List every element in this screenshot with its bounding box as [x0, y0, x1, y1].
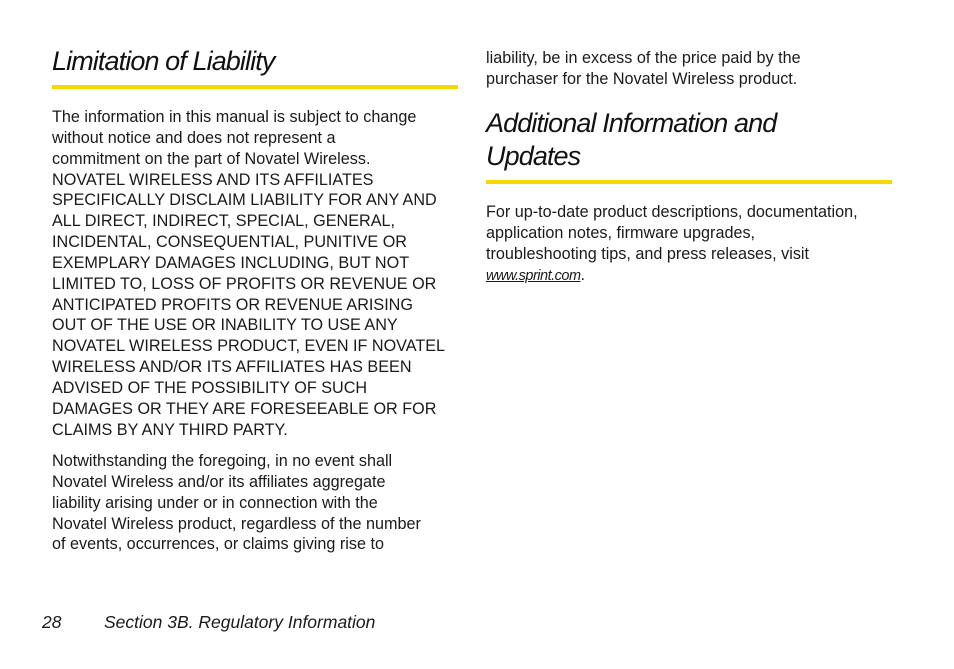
text-line: DAMAGES OR THEY ARE FORESEEABLE OR FOR [52, 399, 437, 418]
section-title: Section 3B. Regulatory Information [104, 612, 376, 632]
text-line: ANTICIPATED PROFITS OR REVENUE ARISING [52, 295, 413, 314]
text-line: commitment on the part of Novatel Wireless. [52, 149, 371, 168]
text-line: The information in this manual is subject to change [52, 108, 417, 126]
text-line: WIRELESS AND/OR ITS AFFILIATES HAS BEEN [52, 358, 412, 377]
text-line: NOVATEL WIRELESS PRODUCT, EVEN IF NOVATEL [52, 337, 446, 356]
heading-rule [486, 180, 892, 184]
additional-info-heading [486, 107, 776, 173]
text-line: purchaser for the Novatel Wireless product. [486, 69, 798, 88]
sprint-website-link[interactable]: www.sprint.com [486, 267, 581, 284]
link-suffix: . [580, 265, 586, 284]
text-line: liability arising under or in connection with the [52, 493, 378, 512]
liability-paragraph-2 [52, 451, 472, 555]
text-line: SPECIFICALLY DISCLAIM LIABILITY FOR ANY AND [52, 191, 437, 210]
text-line: of events, occurrences, or claims giving rise to [52, 535, 384, 554]
text-line: troubleshooting tips, and press releases, visit [486, 244, 810, 263]
heading-rule [52, 85, 458, 89]
text-line: liability, be in excess of the price paid by the [486, 49, 801, 67]
text-line: For up-to-date product descriptions, documentation, [486, 203, 858, 221]
text-line: Novatel Wireless product, regardless of the number [52, 514, 421, 533]
page-footer [42, 611, 375, 633]
page-number: 28 [42, 612, 62, 632]
text-line: application notes, firmware upgrades, [486, 223, 756, 242]
liability-paragraph-1 [52, 107, 472, 441]
text-line: NOVATEL WIRELESS AND ITS AFFILIATES [52, 170, 374, 189]
heading-line: Updates [486, 141, 581, 171]
updates-paragraph [486, 202, 906, 286]
limitation-heading: Limitation of Liability [52, 46, 275, 76]
text-line: ADVISED OF THE POSSIBILITY OF SUCH [52, 378, 368, 397]
liability-continuation [486, 48, 906, 90]
text-line [486, 265, 906, 287]
text-line: OUT OF THE USE OR INABILITY TO USE ANY [52, 316, 398, 335]
text-line: Novatel Wireless and/or its affiliates aggregate [52, 472, 386, 491]
text-line: ALL DIRECT, INDIRECT, SPECIAL, GENERAL, [52, 212, 396, 231]
text-line: INCIDENTAL, CONSEQUENTIAL, PUNITIVE OR [52, 233, 407, 252]
text-line: Notwithstanding the foregoing, in no event shall [52, 452, 393, 470]
text-line: LIMITED TO, LOSS OF PROFITS OR REVENUE OR [52, 274, 437, 293]
text-line: without notice and does not represent a [52, 128, 336, 147]
text-line: CLAIMS BY ANY THIRD PARTY. [52, 420, 288, 439]
heading-line: Additional Information and [486, 108, 777, 138]
text-line: EXEMPLARY DAMAGES INCLUDING, BUT NOT [52, 253, 410, 272]
